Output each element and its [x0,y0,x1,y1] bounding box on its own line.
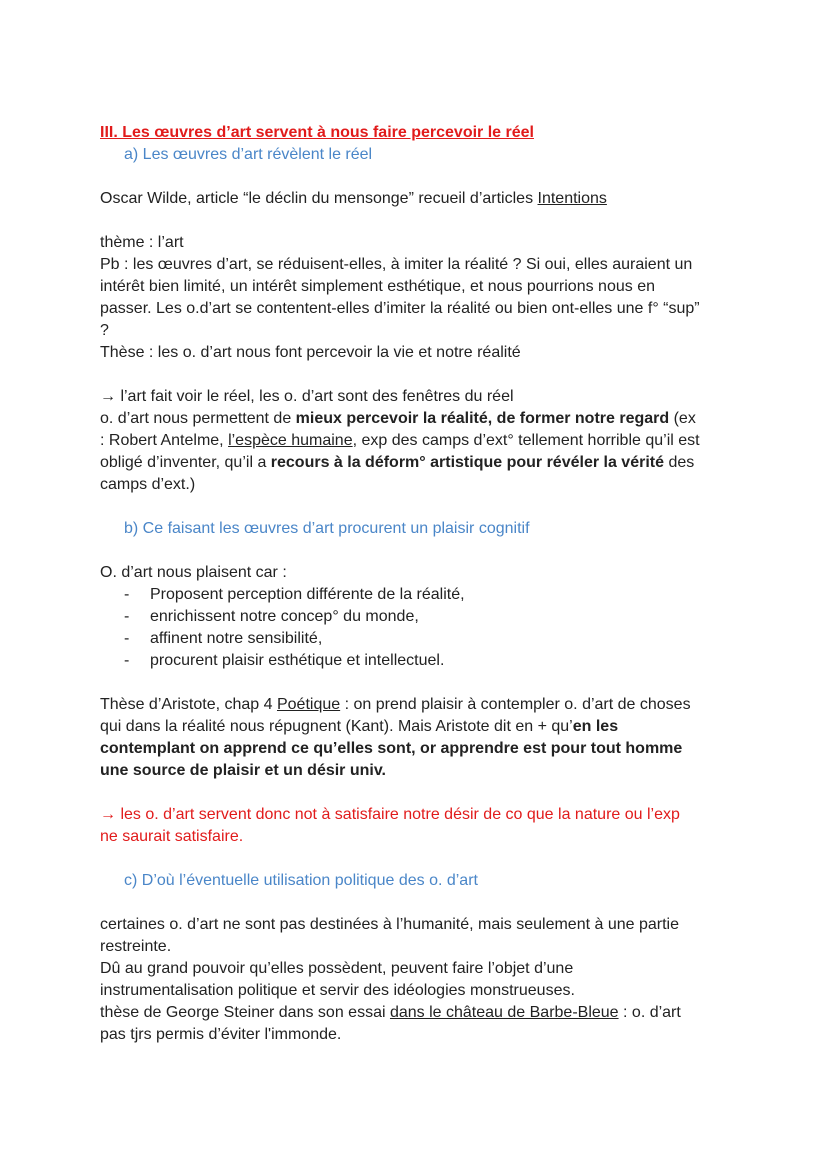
text-run: , exp des camps d’ext° tellement horrible qu’il est [352,432,700,449]
text-run: obligé d’inventer, qu’il a [100,454,271,471]
para2-line-3 [100,452,694,474]
book-title: dans le château de Barbe-Bleue [389,1004,619,1021]
text-run: : Robert Antelme, [100,432,229,449]
problem-line-3: passer. Les o.d’art se contentent-elles d’imiter la réalité ou bien ont-elles une f° “sup” [100,300,700,317]
book-title: Poétique [276,696,341,713]
source-line [100,188,607,210]
subheading-a: a) Les œuvres d’art révèlent le réel [124,146,373,163]
source-prefix: Oscar Wilde, article “le déclin du mensonge” recueil d’articles [100,190,538,207]
book-title: l’espèce humaine [228,432,353,449]
bullet-item-4: procurent plaisir esthétique et intellectuel. [150,652,445,669]
final-line-6: pas tjrs permis d’éviter l'immonde. [100,1026,342,1043]
aristote-line-2 [100,716,618,738]
subheading-c: c) D’où l’éventuelle utilisation politique des o. d’art [124,872,478,889]
bold-run: mieux percevoir la réalité, de former notre regard [295,410,670,427]
text-run: (ex [669,410,696,427]
bold-run: recours à la déform° artistique pour révéler la vérité [270,454,664,471]
bullet-dash: - [124,652,130,669]
bold-run: en les [572,718,619,735]
problem-line-4: ? [100,322,109,339]
text-run: Thèse d’Aristote, chap 4 [100,696,277,713]
bullet-dash: - [124,608,130,625]
aristote-line-3: contemplant on apprend ce qu’elles sont, or apprendre est pour tout homme [100,740,683,757]
final-line-1: certaines o. d’art ne sont pas destinées à l’humanité, mais seulement à une partie [100,916,679,933]
para2-line-1 [100,408,696,430]
final-line-2: restreinte. [100,938,172,955]
text-run: : on prend plaisir à contempler o. d’art de choses [340,696,691,713]
bullet-item-3: affinent notre sensibilité, [150,630,323,647]
para2-line-4: camps d’ext.) [100,476,196,493]
problem-line-1: Pb : les œuvres d’art, se réduisent-elles, à imiter la réalité ? Si oui, elles auraient un [100,256,693,273]
conclusion-line-2: ne saurait satisfaire. [100,828,244,845]
problem-line-2: intérêt bien limité, un intérêt simplement esthétique, et nous pourrions nous en [100,278,655,295]
aristote-line-1 [100,694,691,716]
text-run: des [664,454,695,471]
section-title: III. Les œuvres d’art servent à nous faire percevoir le réel [100,124,534,141]
text-run: o. d’art nous permettent de [100,410,296,427]
arrow-line: → l’art fait voir le réel, les o. d’art sont des fenêtres du réel [100,388,514,405]
text-run: thèse de George Steiner dans son essai [100,1004,390,1021]
text-run: : o. d’art [618,1004,681,1021]
bullet-dash: - [124,630,130,647]
subheading-b: b) Ce faisant les œuvres d’art procurent un plaisir cognitif [124,520,530,537]
source-book-title: Intentions [537,190,607,207]
final-line-3: Dû au grand pouvoir qu’elles possèdent, peuvent faire l’objet d’une [100,960,574,977]
bullet-item-1: Proposent perception différente de la réalité, [150,586,465,603]
bullet-dash: - [124,586,130,603]
para2-line-2 [100,430,700,452]
text-run: qui dans la réalité nous répugnent (Kant). Mais Aristote dit en + qu’ [100,718,573,735]
conclusion-line-1: → les o. d’art servent donc not à satisfaire notre désir de co que la nature ou l’exp [100,806,680,823]
thesis-line: Thèse : les o. d’art nous font percevoir la vie et notre réalité [100,344,521,361]
plaisent-intro: O. d’art nous plaisent car : [100,564,287,581]
bullet-item-2: enrichissent notre concep° du monde, [150,608,419,625]
final-line-4: instrumentalisation politique et servir des idéologies monstrueuses. [100,982,575,999]
aristote-line-4: une source de plaisir et un désir univ. [100,762,386,779]
theme-line: thème : l’art [100,234,184,251]
final-line-5 [100,1002,681,1024]
